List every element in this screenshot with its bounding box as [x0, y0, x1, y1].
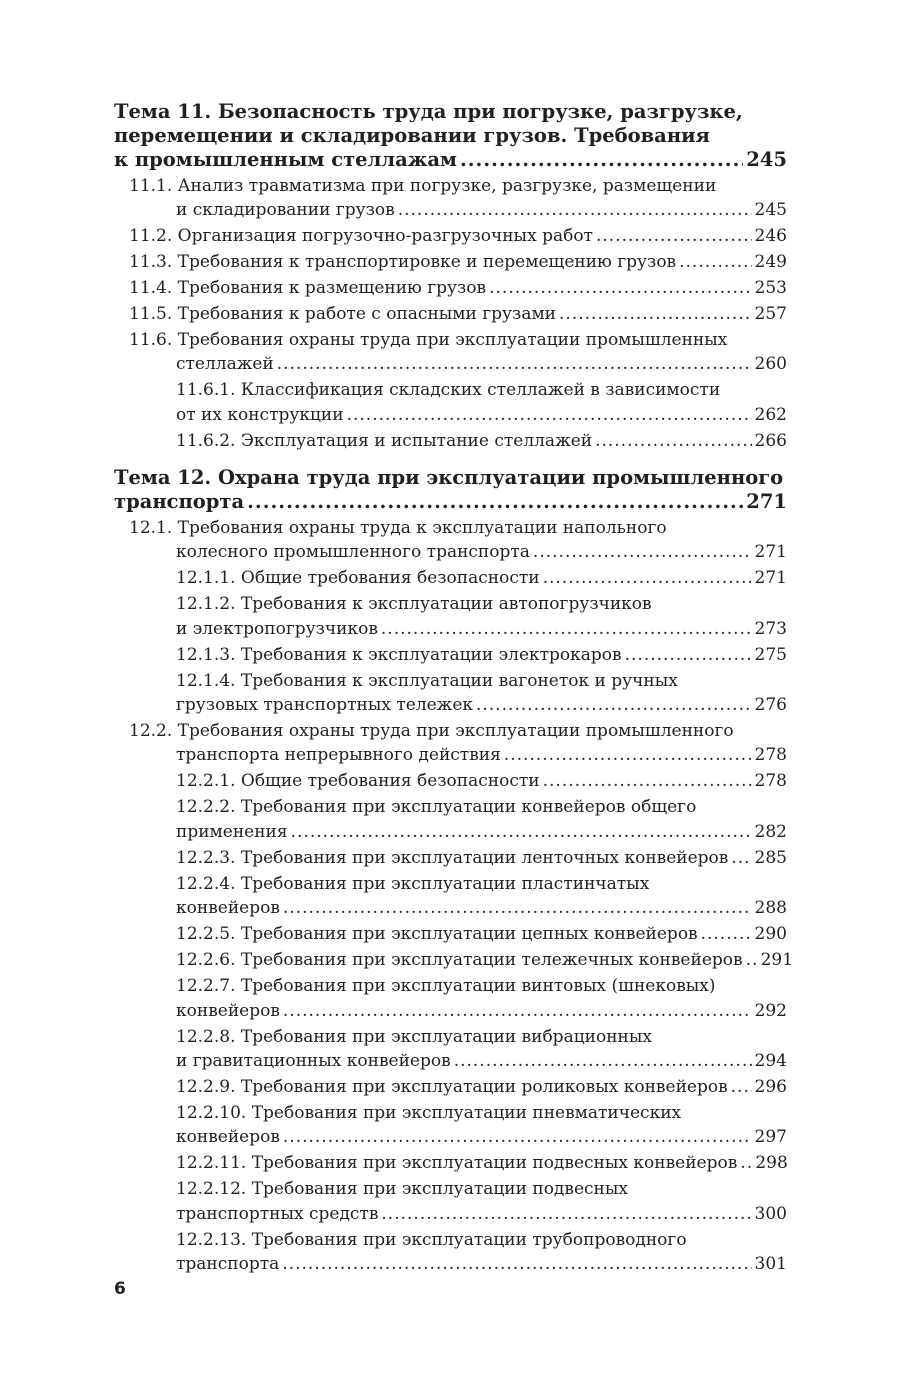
dot-leader [701, 922, 752, 946]
page-folio-number: 6 [114, 1279, 126, 1299]
toc-page-number: 282 [754, 821, 787, 842]
toc-entry-text: 11.6. Требования охраны труда при эксплуатации промышленных [129, 330, 728, 350]
toc-entry-12-1-3 [114, 643, 787, 667]
dot-leader [454, 1049, 752, 1073]
toc-page-number: 278 [754, 745, 787, 766]
toc-topic-title-line: к промышленным стеллажам [114, 148, 457, 171]
dot-leader [559, 302, 752, 326]
toc-page-number: 266 [754, 430, 787, 451]
dot-leader [283, 896, 752, 920]
toc-entry-12-2-9 [114, 1075, 787, 1099]
toc-entry-12-2-4 [114, 872, 787, 921]
toc-topic-title-line: транспорта [114, 490, 245, 514]
toc-entry-text: стеллажей [176, 354, 274, 375]
toc-entry-12-2-8 [114, 1025, 787, 1074]
toc-page-number: 301 [754, 1254, 787, 1275]
dot-leader [595, 429, 751, 453]
dot-leader [247, 490, 743, 514]
toc-page-number: 246 [754, 226, 787, 246]
toc-entry-text: 11.4. Требования к размещению грузов [129, 278, 487, 298]
toc-page-number: 297 [754, 1127, 787, 1148]
dot-leader [476, 693, 752, 717]
toc-entry-text: конвейеров [176, 1127, 280, 1148]
dot-leader [740, 1151, 752, 1175]
toc-entry-text: 12.2.12. Требования при эксплуатации подвесных [176, 1179, 628, 1200]
toc-entry-text: 12.1.3. Требования к эксплуатации электрокаров [176, 644, 622, 665]
toc-entry-12-2 [114, 719, 787, 768]
toc-topic-title-line: Тема 12. Охрана труда при эксплуатации промышленного [114, 466, 784, 490]
toc-topic-11 [114, 100, 787, 172]
dot-leader [460, 148, 743, 172]
toc-entry-text: 11.6.1. Классификация складских стеллажей в зависимости [176, 380, 721, 401]
toc-entry-text: 11.3. Требования к транспортировке и перемещению грузов [129, 252, 677, 272]
toc-entry-text: колесного промышленного транспорта [176, 542, 530, 563]
toc-entry-text: 12.1.1. Общие требования безопасности [176, 568, 540, 589]
toc-page-number: 271 [754, 542, 787, 563]
toc-entry-text: 12.2.13. Требования при эксплуатации трубопроводного [176, 1229, 687, 1250]
dot-leader [282, 1252, 751, 1276]
toc-page-number: 273 [754, 618, 787, 639]
toc-entry-11-6 [114, 328, 787, 377]
table-of-contents [114, 100, 794, 1277]
toc-entry-text: и гравитационных конвейеров [176, 1051, 451, 1072]
toc-entry-text: 12.2.11. Требования при эксплуатации подвесных конвейеров [176, 1153, 738, 1174]
dot-leader [398, 198, 752, 222]
toc-entry-12-2-10 [114, 1101, 787, 1150]
toc-entry-text: транспорта [176, 1254, 280, 1275]
dot-leader [277, 352, 752, 376]
toc-entry-11-2 [114, 224, 787, 248]
toc-entry-text: 11.6.2. Эксплуатация и испытание стеллажей [176, 430, 593, 451]
toc-entry-text: 11.2. Организация погрузочно-разгрузочных работ [129, 226, 593, 246]
toc-entry-text: транспорта непрерывного действия [176, 745, 501, 766]
toc-page-number: 276 [754, 695, 787, 716]
toc-entry-12-2-12 [114, 1177, 787, 1226]
dot-leader [679, 250, 751, 274]
toc-entry-12-1 [114, 516, 787, 565]
toc-entry-11-1 [114, 174, 787, 223]
toc-topic-title-line: Тема 11. Безопасность труда при погрузке, разгрузке, [114, 100, 743, 123]
toc-entry-text: 11.5. Требования к работе с опасными грузами [129, 304, 557, 324]
toc-entry-11-5 [114, 302, 787, 326]
toc-page-number: 245 [746, 148, 787, 171]
toc-page-number: 262 [754, 404, 787, 425]
toc-page-number: 292 [754, 1000, 787, 1021]
toc-page-number: 291 [760, 950, 794, 971]
toc-entry-text: 12.2.1. Общие требования безопасности [176, 771, 540, 792]
dot-leader [381, 1202, 751, 1226]
toc-entry-text: 12.2. Требования охраны труда при эксплуатации промышленного [129, 721, 734, 742]
toc-page-number: 245 [754, 200, 787, 220]
toc-page-number: 290 [754, 924, 787, 945]
toc-entry-text: 12.1. Требования охраны труда к эксплуатации напольного [129, 517, 667, 538]
dot-leader [625, 643, 752, 667]
toc-entry-11-4 [114, 276, 787, 300]
toc-entry-12-2-3 [114, 846, 787, 870]
toc-entry-text: 12.2.7. Требования при эксплуатации винтовых (шнековых) [176, 976, 716, 997]
toc-entry-text: 12.2.3. Требования при эксплуатации ленточных конвейеров [176, 847, 729, 868]
toc-entry-text: и складировании грузов [176, 200, 395, 220]
toc-entry-11-6-2 [114, 429, 787, 453]
dot-leader [291, 820, 752, 844]
toc-entry-text: и электропогрузчиков [176, 618, 378, 639]
toc-entry-text: 12.2.6. Требования при эксплуатации тележечных конвейеров [176, 950, 743, 971]
toc-entry-text: 12.2.4. Требования при эксплуатации пластинчатых [176, 873, 650, 894]
dot-leader [731, 846, 751, 870]
toc-page-number: 298 [755, 1153, 788, 1174]
toc-entry-text: 12.1.4. Требования к эксплуатации вагонеток и ручных [176, 670, 678, 691]
toc-entry-text: 12.2.8. Требования при эксплуатации вибрационных [176, 1026, 652, 1047]
dot-leader [731, 1075, 752, 1099]
toc-entry-text: 12.2.5. Требования при эксплуатации цепных конвейеров [176, 924, 698, 945]
toc-page-number: 260 [754, 354, 787, 375]
toc-entry-12-1-2 [114, 592, 787, 641]
toc-entry-12-2-2 [114, 795, 787, 844]
toc-entry-12-2-11 [114, 1151, 787, 1175]
toc-entry-12-2-5 [114, 922, 787, 946]
toc-entry-text: грузовых транспортных тележек [176, 695, 474, 716]
toc-page-number: 296 [754, 1077, 787, 1098]
toc-page-number: 285 [754, 847, 787, 868]
dot-leader [489, 276, 751, 300]
dot-leader [746, 948, 758, 972]
toc-entry-text: 12.2.10. Требования при эксплуатации пневматических [176, 1103, 682, 1124]
toc-page-number: 271 [746, 490, 787, 514]
toc-entry-11-3 [114, 250, 787, 274]
toc-entry-text: 12.1.2. Требования к эксплуатации автопогрузчиков [176, 594, 652, 615]
dot-leader [543, 769, 752, 793]
toc-entry-text: применения [176, 821, 288, 842]
toc-entry-text: 11.1. Анализ травматизма при погрузке, разгрузке, размещении [129, 175, 717, 196]
toc-entry-12-1-4 [114, 669, 787, 718]
toc-topic-12 [114, 466, 787, 514]
toc-entry-text: транспортных средств [176, 1203, 379, 1224]
dot-leader [596, 224, 752, 248]
dot-leader [504, 743, 752, 767]
dot-leader [533, 540, 752, 564]
toc-page-number: 249 [754, 252, 787, 272]
toc-entry-text: от их конструкции [176, 404, 344, 425]
toc-entry-text: 12.2.2. Требования при эксплуатации конвейеров общего [176, 797, 697, 818]
toc-page-number: 275 [754, 644, 787, 665]
toc-entry-12-2-7 [114, 974, 787, 1023]
toc-page-number: 294 [754, 1051, 787, 1072]
toc-entry-12-2-1 [114, 769, 787, 793]
toc-entry-text: конвейеров [176, 898, 280, 919]
toc-entry-text: 12.2.9. Требования при эксплуатации роликовых конвейеров [176, 1077, 728, 1098]
toc-entry-12-2-6 [114, 948, 794, 972]
dot-leader [283, 1125, 752, 1149]
dot-leader [381, 617, 752, 641]
toc-page-number: 278 [754, 771, 787, 792]
dot-leader [347, 403, 752, 427]
toc-page-number: 253 [754, 278, 787, 298]
toc-page-number: 271 [754, 568, 787, 589]
dot-leader [543, 566, 752, 590]
dot-leader [283, 999, 752, 1023]
toc-topic-title-line: перемещении и складировании грузов. Требования [114, 124, 710, 147]
toc-page-number: 288 [754, 898, 787, 919]
toc-entry-text: конвейеров [176, 1000, 280, 1021]
toc-page-number: 257 [754, 304, 787, 324]
toc-page-number: 300 [754, 1203, 787, 1224]
toc-entry-12-2-13 [114, 1228, 787, 1277]
toc-entry-12-1-1 [114, 566, 787, 590]
toc-entry-11-6-1 [114, 378, 787, 427]
